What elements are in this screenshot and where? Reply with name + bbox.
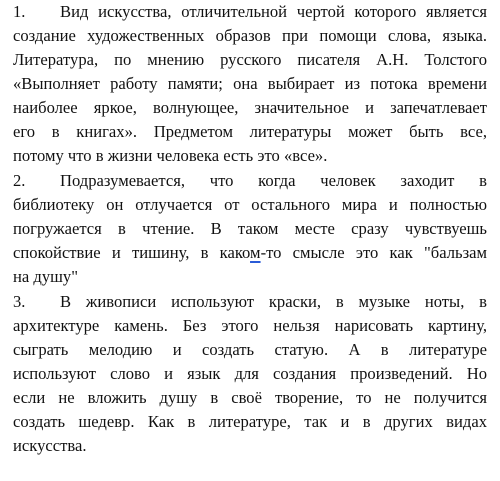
paragraph-3-line-7: искусства. (13, 436, 87, 455)
paragraph-1-number: 1. (13, 2, 26, 21)
paragraph-2-line-1 (13, 169, 487, 193)
paragraph-1-line-2: создание художественных образов при помощи слова, языка. (13, 26, 487, 45)
line-4-after: -то смысле это как "бальзам (260, 243, 487, 262)
paragraph-2-line-1-text: Подразумевается, что когда человек заходит в (60, 171, 487, 190)
paragraph-1-line-1 (13, 0, 487, 24)
paragraph-3-line-1-text: В живописи используют краски, в музыке ноты, в (60, 292, 487, 311)
paragraph-3-line-1 (13, 290, 487, 314)
paragraph-1-line-1-text: Вид искусства, отличительной чертой которого является (60, 2, 487, 21)
paragraph-1-line-5: наиболее яркое, волнующее, значительное и запечатлевает (13, 98, 487, 117)
paragraph-1-line-3: Литература, по мнению русского писателя А.Н. Толстого (13, 50, 487, 69)
paragraph-3-line-6: создать шедевр. Как в литературе, так и в других видах (13, 412, 487, 431)
paragraph-1-line-4: «Выполняет работу памяти; она выбирает из потока времени (13, 74, 487, 93)
paragraph-1-line-7: потому что в жизни человека есть это «все». (13, 146, 328, 165)
line-4-before: спокойствие и тишину, в како (13, 243, 251, 262)
paragraph-2-line-3: погружается в чтение. В таком месте сразу чувствуешь (13, 219, 487, 238)
text-cursor-mark: м (250, 243, 261, 262)
paragraph-2-line-2: библиотеку он отлучается от остального мира и полностью (13, 195, 487, 214)
paragraph-1-line-6: его в книгах». Предметом литературы может быть все, (13, 122, 487, 141)
paragraph-2-line-5: на душу" (13, 267, 78, 286)
paragraph-3-line-4: используют слово и язык для создания произведений. Но (13, 364, 487, 383)
paragraph-2-number: 2. (13, 171, 26, 190)
paragraph-3-number: 3. (13, 292, 26, 311)
paragraph-3-line-2: архитектуре камень. Без этого нельзя нарисовать картину, (13, 316, 487, 335)
paragraph-3-line-3: сыграть мелодию и создать статую. А в литературе (13, 340, 487, 359)
paragraph-3-line-5: если не вложить душу в своё творение, то не получится (13, 388, 487, 407)
paragraph-2-line-4 (13, 241, 487, 265)
